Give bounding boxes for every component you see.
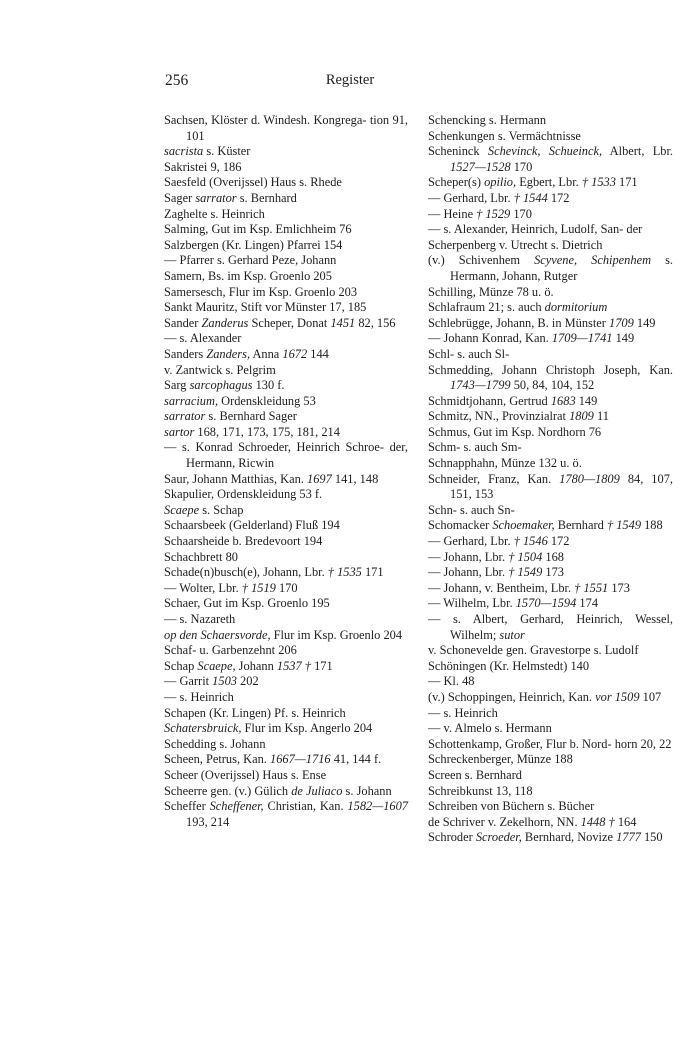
index-entry: Schottenkamp, Großer, Flur b. Nord- horn 20, 22 [428, 736, 672, 751]
index-entry: Schomacker Schoemaker, Bernhard † 1549 188 [428, 518, 663, 533]
index-entry: — s. Konrad Schroeder, Heinrich Schroe- der, Hermann, Ricwin [164, 440, 408, 471]
index-entry: Salming, Gut im Ksp. Emlichheim 76 [164, 222, 352, 237]
index-entry: Scheer (Overijssel) Haus s. Ense [164, 767, 327, 782]
page-number: 256 [165, 72, 189, 89]
index-entry: Zaghelte s. Heinrich [164, 206, 265, 221]
index-entry: Scheper(s) opilio, Egbert, Lbr. † 1533 171 [428, 175, 638, 190]
index-column-left [164, 113, 408, 830]
index-entry: Schm- s. auch Sm- [428, 440, 522, 455]
index-entry: Scheninck Schevinck, Schueinck, Albert, Lbr. 1527—1528 170 [428, 144, 674, 174]
index-entry: — Wilhelm, Lbr. 1570—1594 174 [428, 596, 599, 611]
index-entry: Salzbergen (Kr. Lingen) Pfarrei 154 [164, 237, 343, 252]
index-entry: v. Zantwick s. Pelgrim [164, 362, 276, 377]
index-entry: — Gerhard, Lbr. † 1544 172 [428, 190, 570, 205]
index-entry: sarrator s. Bernhard Sager [164, 409, 297, 424]
index-entry: Schatersbruick, Flur im Ksp. Angerlo 204 [164, 721, 373, 736]
index-entry: Scheerre gen. (v.) Gülich de Juliaco s. Johann [164, 783, 392, 798]
index-entry: — s. Albert, Gerhard, Heinrich, Wessel, Wilhelm; sutor [428, 612, 673, 642]
index-entry: Schreiben von Büchern s. Bücher [428, 799, 595, 814]
index-entry: Sankt Mauritz, Stift vor Münster 17, 185 [164, 300, 367, 315]
index-entry: — s. Alexander, Heinrich, Ludolf, San- der [428, 222, 643, 237]
index-entry: Sarg sarcophagus 130 f. [164, 378, 285, 393]
index-entry: Schneider, Franz, Kan. 1780—1809 84, 107, 151, 153 [428, 471, 673, 502]
index-entry: — Gerhard, Lbr. † 1546 172 [428, 534, 570, 549]
index-entry: Screen s. Bernhard [428, 767, 522, 782]
index-entry: Schreibkunst 13, 118 [428, 783, 533, 798]
index-entry: Sakristei 9, 186 [164, 159, 242, 174]
index-entry: op den Schaersvorde, Flur im Ksp. Groenlo 204 [164, 627, 403, 642]
index-entry: Schaer, Gut im Ksp. Groenlo 195 [164, 596, 330, 611]
index-entry: (v.) Schivenhem Scyvene, Schipenhem s. Hermann, Johann, Rutger [428, 253, 674, 283]
index-entry: Schlafraum 21; s. auch dormitorium [428, 300, 608, 315]
index-entry: Sander Zanderus Scheper, Donat 1451 82, 156 [164, 315, 396, 330]
index-entry: Skapulier, Ordenskleidung 53 f. [164, 487, 323, 502]
index-entry: Schap Scaepe, Johann 1537 † 171 [164, 658, 333, 673]
index-entry: (v.) Schoppingen, Heinrich, Kan. vor 1509 107 [428, 689, 662, 704]
index-entry: Schlebrügge, Johann, B. in Münster 1709 149 [428, 315, 656, 330]
index-column-right [428, 113, 673, 846]
index-entry: Schaarsheide b. Bredevoort 194 [164, 534, 323, 549]
index-entry: — s. Heinrich [164, 689, 234, 704]
index-entry: Schmidtjohann, Gertrud 1683 149 [428, 393, 598, 408]
index-entry: Schade(n)busch(e), Johann, Lbr. † 1535 171 [164, 565, 384, 580]
index-entry: Schnapphahn, Münze 132 u. ö. [428, 456, 582, 471]
index-entry: Schmus, Gut im Ksp. Nordhorn 76 [428, 424, 602, 439]
index-entry: sacrista s. Küster [164, 144, 251, 159]
index-entry: — Garrit 1503 202 [164, 674, 259, 689]
index-entry: Schaf- u. Garbenzehnt 206 [164, 643, 297, 658]
index-entry: — Pfarrer s. Gerhard Peze, Johann [164, 253, 337, 268]
index-entry: Scheen, Petrus, Kan. 1667—1716 41, 144 f. [164, 752, 382, 767]
index-entry: Saur, Johann Matthias, Kan. 1697 141, 148 [164, 471, 379, 486]
index-entry: Schedding s. Johann [164, 736, 266, 751]
index-entry: Schroder Scroeder, Bernhard, Novize 1777 150 [428, 830, 663, 845]
index-entry: de Schriver v. Zekelhorn, NN. 1448 † 164 [428, 814, 637, 829]
index-entry: Schachbrett 80 [164, 549, 238, 564]
index-entry: — s. Nazareth [164, 612, 236, 626]
index-entry: Schl- s. auch Sl- [428, 346, 510, 361]
running-title: Register [325, 72, 375, 88]
index-entry: Schilling, Münze 78 u. ö. [428, 284, 554, 299]
index-entry: — v. Almelo s. Hermann [428, 721, 552, 736]
index-entry: Scaepe s. Schap [164, 502, 244, 517]
index-entry: Scherpenberg v. Utrecht s. Dietrich [428, 237, 603, 252]
index-entry: Schencking s. Hermann [428, 113, 547, 127]
index-entry: — Johann, Lbr. † 1504 168 [428, 549, 564, 564]
index-entry: Schreckenberger, Münze 188 [428, 752, 573, 767]
index-entry: Schmitz, NN., Provinzialrat 1809 11 [428, 409, 609, 424]
index-entry: — Johann, Lbr. † 1549 173 [428, 565, 564, 580]
index-entry: Schmedding, Johann Christoph Joseph, Kan. 1743—1799 50, 84, 104, 152 [428, 362, 673, 393]
index-entry: — Johann, v. Bentheim, Lbr. † 1551 173 [428, 580, 630, 595]
index-entry: Sager sarrator s. Bernhard [164, 190, 297, 205]
index-entry: Schapen (Kr. Lingen) Pf. s. Heinrich [164, 705, 346, 720]
index-entry: — Wolter, Lbr. † 1519 170 [164, 580, 298, 595]
index-entry: Schöningen (Kr. Helmstedt) 140 [428, 658, 590, 673]
index-entry: Schn- s. auch Sn- [428, 502, 515, 517]
index-entry: sarracium, Ordenskleidung 53 [164, 393, 316, 408]
index-entry: Sanders Zanders, Anna 1672 144 [164, 346, 329, 361]
index-entry: — Kl. 48 [428, 674, 475, 689]
index-entry: Scheffer Scheffener, Christian, Kan. 1582—1607 193, 214 [164, 799, 409, 829]
index-entry: Sachsen, Klöster d. Windesh. Kongrega- tion 91, 101 [164, 113, 408, 143]
index-entry: — Heine † 1529 170 [428, 206, 532, 221]
index-entry: Samern, Bs. im Ksp. Groenlo 205 [164, 268, 332, 283]
index-entry: v. Schonevelde gen. Gravestorpe s. Ludolf [428, 643, 639, 658]
index-entry: — s. Heinrich [428, 705, 498, 720]
index-entry: sartor 168, 171, 173, 175, 181, 214 [164, 424, 340, 439]
index-entry: — Johann Konrad, Kan. 1709—1741 149 [428, 331, 635, 346]
index-entry: — s. Alexander [164, 331, 242, 346]
index-entry: Schaarsbeek (Gelderland) Fluß 194 [164, 518, 340, 533]
index-entry: Schenkungen s. Vermächtnisse [428, 128, 581, 143]
index-entry: Samersesch, Flur im Ksp. Groenlo 203 [164, 284, 358, 299]
index-entry: Saesfeld (Overijssel) Haus s. Rhede [164, 175, 342, 190]
